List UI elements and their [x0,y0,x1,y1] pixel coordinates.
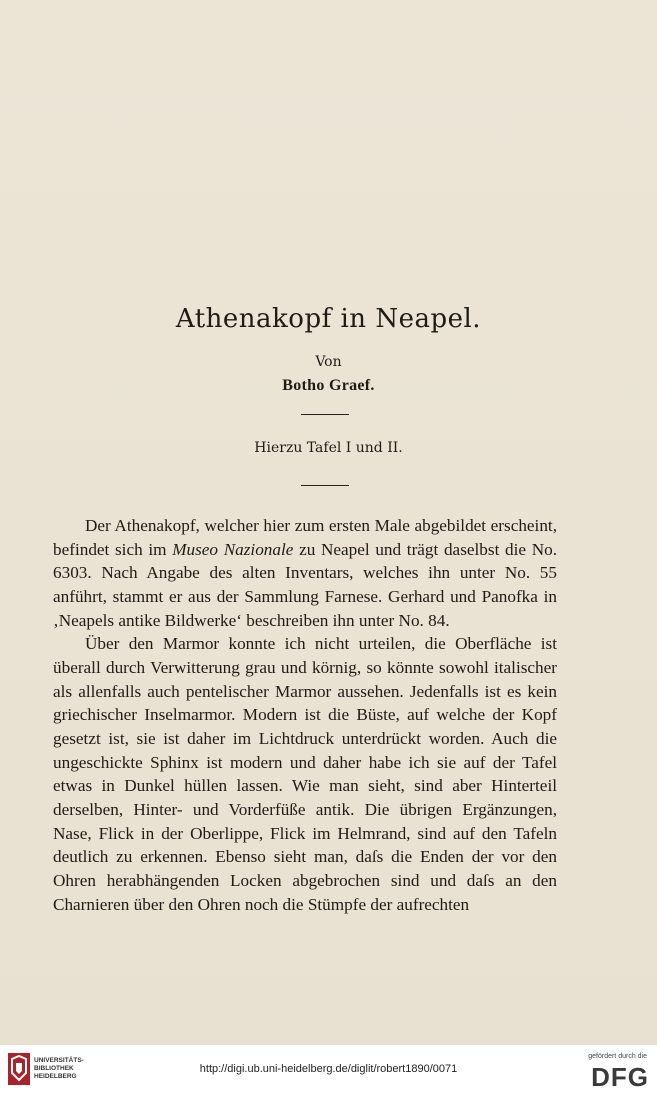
funding-note: gefördert durch die [588,1053,647,1060]
library-name-line: UNIVERSITÄTS- [34,1057,84,1064]
divider-rule [301,485,349,486]
digitization-footer [0,1045,657,1098]
italic-text: Museo Nazionale [172,539,294,559]
dfg-logo: DFG [591,1062,649,1092]
plates-note: Hierzu Tafel I und II. [254,440,403,456]
paragraph [53,514,557,632]
author-name: Botho Graef. [282,377,375,394]
paragraph-text: Der Athenakopf, welcher hier zum ersten Male abgebildet erscheint, befindet sich im [53,516,557,559]
article-body [53,514,557,916]
paragraph-text: zu Neapel und trägt daselbst die No. 6303. Nach Angabe des alten Inventars, welches ihn unter No. 55 anführt, stammt er aus der Sammlung Farnese. Gerhard und Panofka in ‚Neapels antike Bildwerke‘ beschreiben ihn unter No. 84. [53,539,557,630]
paragraph: Über den Marmor konnte ich nicht urteilen, die Oberfläche ist überall durch Verwitterung grau und körnig, so könnte sowohl italischer als allenfalls auch pentelischer Marmor aussehen. Jedenfalls ist es kein griechischer Inselmarmor. Modern ist die Büste, auf welche der Kopf gesetzt ist, sie ist daher im Lichtdruck unterdrückt worden. Auch die ungeschickte Sphinx ist modern und daher habe ich sie auf der Tafel etwas in Dunkel hüllen lassen. Wie man sieht, sind aber Hinterteil derselben, Hinter- und Vorderfüße antik. Die übrigen Ergänzungen, Nase, Flick in der Oberlippe, Flick im Helmrand, sind auf den Tafeln deutlich zu erkennen. Ebenso sieht man, daſs die Enden der vor den Ohren herabhängenden Locken abgebrochen sind und daſs an den Charnieren über den Ohren noch die Stümpfe der aufrechten [53,634,557,914]
article-title: Athenakopf in Neapel. [175,304,482,334]
source-url-link[interactable]: http://digi.ub.uni-heidelberg.de/diglit/robert1890/0071 [199,1063,458,1075]
divider-rule [301,414,349,415]
library-name-line: BIBLIOTHEK [34,1065,74,1072]
library-name-line: HEIDELBERG [34,1073,77,1080]
byline: Von [315,354,342,370]
